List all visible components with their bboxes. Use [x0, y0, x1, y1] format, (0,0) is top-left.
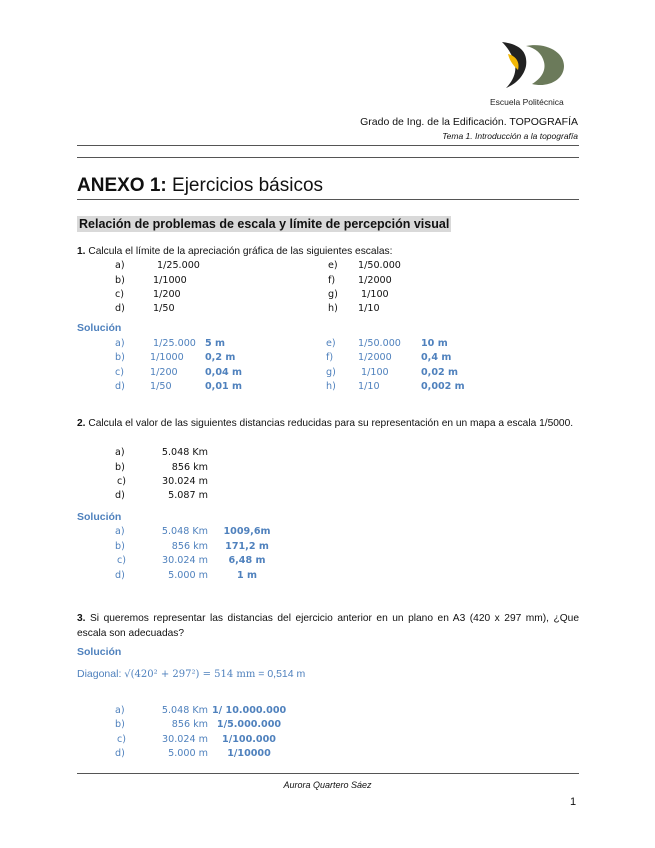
solution-letter: a) — [115, 705, 125, 716]
solution-letter: h) — [326, 381, 336, 392]
solution-answer: 1/5.000.000 — [216, 719, 282, 730]
list-item-value: 1/50 — [153, 303, 175, 314]
solution-value: 1/50 — [150, 381, 172, 392]
list-item-letter: g) — [328, 289, 338, 300]
solution-answer: 6,48 m — [228, 555, 266, 566]
page-title: ANEXO 1: Ejercicios básicos — [77, 175, 324, 196]
solution-answer: 0,2 m — [205, 352, 236, 363]
footer-author: Aurora Quartero Sáez — [283, 780, 372, 790]
solution-answer: 1009,6m — [223, 526, 271, 537]
solution-letter: a) — [115, 526, 125, 537]
solution-value: 30.024 m — [162, 555, 208, 566]
solution-letter: e) — [326, 338, 336, 349]
solution-value: 856 km — [171, 541, 208, 552]
solution-letter: c) — [115, 367, 125, 378]
list-item-letter: a) — [115, 447, 125, 458]
solution-letter: g) — [326, 367, 336, 378]
list-item-value: 856 km — [171, 462, 208, 473]
solution-letter: b) — [115, 541, 125, 552]
topic-header: Tema 1. Introducción a la topografía — [442, 131, 578, 141]
solution-label: Solución — [77, 646, 122, 658]
solution-answer: 1 m — [236, 570, 257, 581]
problem-3-statement: 3. Si queremos representar las distancias del ejercicio anterior en un plano en A3 (420 x 297 mm), ¿Que escala son adecuadas? — [77, 613, 579, 639]
solution-value: 1/25.000 — [153, 338, 196, 349]
solution-answer: 1/100.000 — [222, 734, 276, 745]
list-item-value: 1/2000 — [358, 275, 392, 286]
footer-divider — [77, 773, 579, 774]
list-item-value: 5.048 Km — [161, 447, 208, 458]
list-item-value: 1/100 — [361, 289, 389, 300]
solution-value: 1/100 — [361, 367, 389, 378]
list-item-letter: b) — [115, 275, 125, 286]
list-item-letter: d) — [115, 490, 125, 501]
solution-label: Solución — [77, 511, 122, 523]
list-item-letter: e) — [328, 260, 338, 271]
list-item-value: 1/50.000 — [358, 260, 401, 271]
solution-letter: c) — [117, 555, 127, 566]
school-logo-icon — [498, 40, 568, 90]
solution-answer: 0,002 m — [421, 381, 465, 392]
solution-value: 5.048 Km — [161, 705, 208, 716]
course-header: Grado de Ing. de la Edificación. TOPOGRAFÍA — [360, 116, 578, 128]
header-divider — [77, 157, 579, 158]
list-item-value: 1/200 — [153, 289, 181, 300]
list-item-letter: b) — [115, 462, 125, 473]
solution-answer: 0,02 m — [421, 367, 459, 378]
section-subtitle: Relación de problemas de escala y límite de percepción visual — [79, 217, 450, 231]
solution-value: 5.048 Km — [161, 526, 208, 537]
solution-value: 30.024 m — [162, 734, 208, 745]
solution-value: 856 km — [171, 719, 208, 730]
solution-letter: b) — [115, 352, 125, 363]
list-item-letter: c) — [115, 289, 125, 300]
list-item-letter: d) — [115, 303, 125, 314]
solution-answer: 10 m — [421, 338, 448, 349]
solution-letter: d) — [115, 381, 125, 392]
list-item-letter: f) — [328, 275, 336, 286]
list-item-value: 1/25.000 — [157, 260, 200, 271]
page-number: 1 — [570, 796, 577, 808]
list-item-letter: h) — [328, 303, 338, 314]
solution-value: 1/10 — [358, 381, 380, 392]
solution-value: 1/200 — [150, 367, 178, 378]
header-divider — [77, 145, 579, 146]
problem-2-statement: 2. Calcula el valor de las siguientes distancias reducidas para su representación en un mapa a escala 1/5000. — [77, 418, 574, 429]
logo-caption: Escuela Politécnica — [490, 97, 564, 107]
solution-letter: f) — [326, 352, 334, 363]
list-item-value: 5.087 m — [168, 490, 208, 501]
list-item-value: 1/10 — [358, 303, 380, 314]
list-item-value: 30.024 m — [162, 476, 208, 487]
solution-letter: a) — [115, 338, 125, 349]
solution-value: 1/50.000 — [358, 338, 401, 349]
solution-letter: b) — [115, 719, 125, 730]
solution-answer: 1/10000 — [227, 748, 271, 759]
solution-label: Solución — [77, 322, 122, 334]
problem-1-statement: 1. Calcula el límite de la apreciación gráfica de las siguientes escalas: — [77, 246, 393, 257]
solution-value: 5.000 m — [168, 748, 208, 759]
list-item-letter: c) — [117, 476, 127, 487]
solution-value: 5.000 m — [168, 570, 208, 581]
solution-answer: 0,04 m — [205, 367, 243, 378]
list-item-value: 1/1000 — [153, 275, 187, 286]
solution-answer: 5 m — [205, 338, 226, 349]
solution-value: 1/1000 — [150, 352, 184, 363]
solution-answer: 1/ 10.000.000 — [212, 705, 287, 716]
solution-value: 1/2000 — [358, 352, 392, 363]
solution-letter: d) — [115, 570, 125, 581]
title-underline — [77, 199, 579, 200]
solution-letter: d) — [115, 748, 125, 759]
list-item-letter: a) — [115, 260, 125, 271]
solution-answer: 0,4 m — [421, 352, 452, 363]
diagonal-formula: Diagonal: √(420² + 297²) = 514 mm = 0,514 m — [77, 668, 306, 680]
solution-letter: c) — [117, 734, 127, 745]
solution-answer: 0,01 m — [205, 381, 243, 392]
solution-answer: 171,2 m — [225, 541, 269, 552]
